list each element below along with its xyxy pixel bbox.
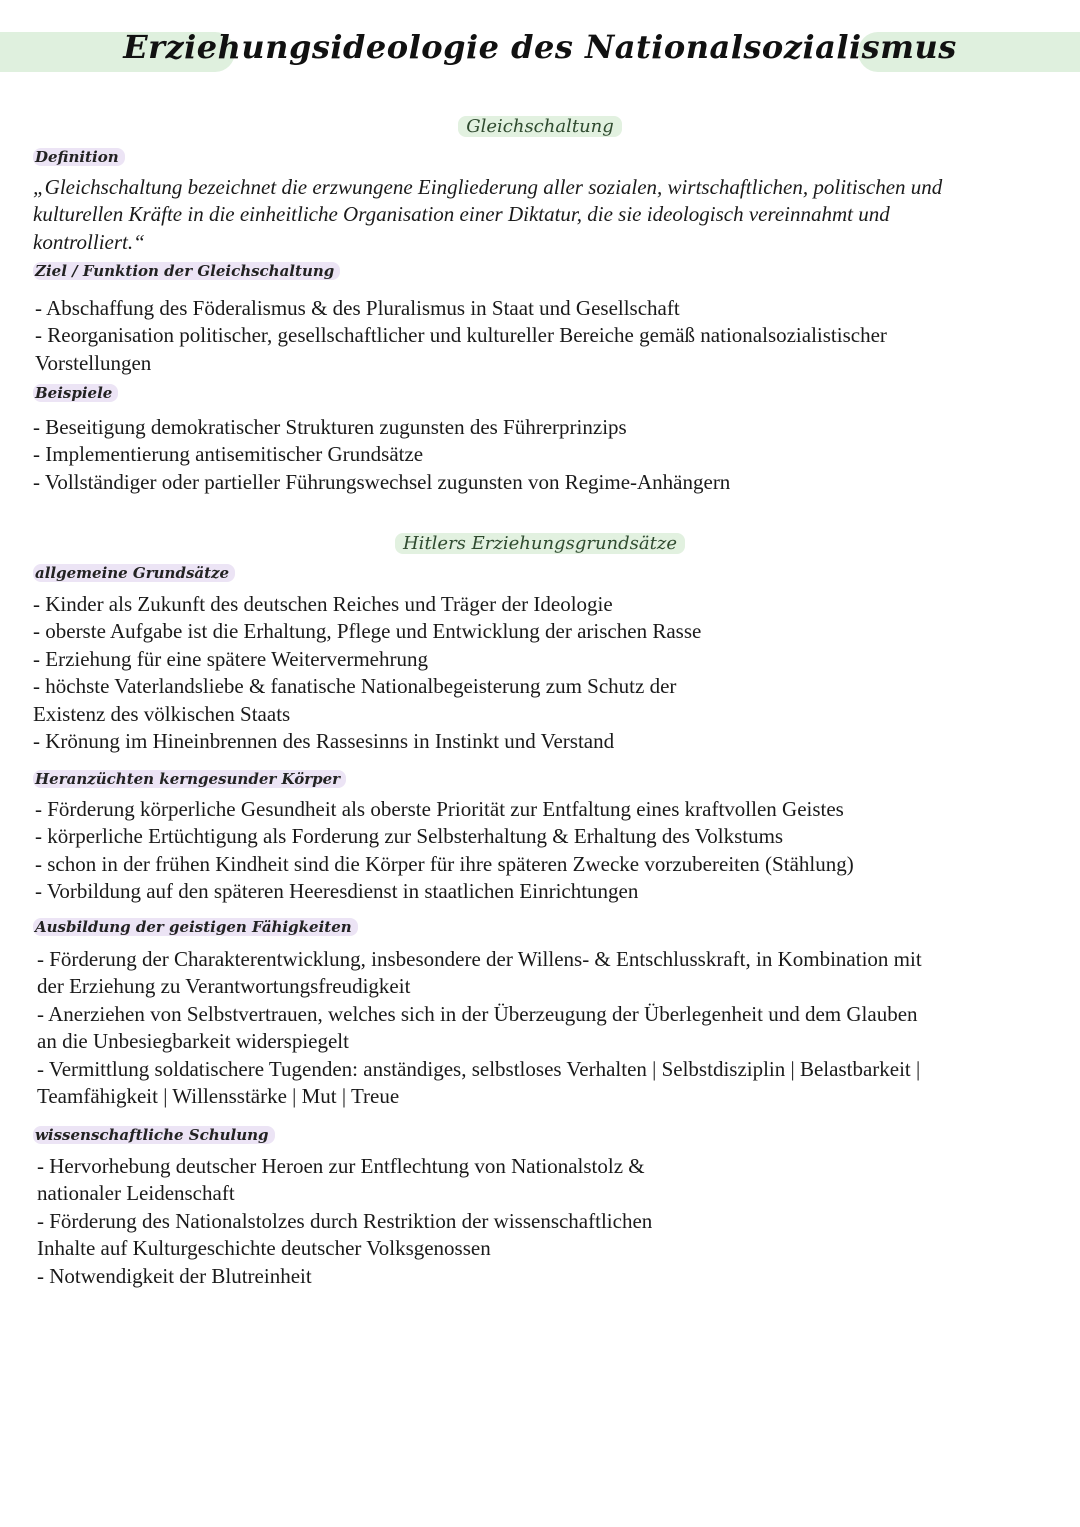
geist-label: Ausbildung der geistigen Fähigkeiten — [33, 918, 358, 936]
koerper-text: - Förderung körperliche Gesundheit als oberste Priorität zur Entfaltung eines kraftvollen Geistes - körperliche Ertüchtigung als Forderung zur Selbsterhaltung & Erhaltung des Volkstums - schon in der frühen Kindheit sind die Körper für ihre späteren Zwecke vorzubereiten (Stählung) - Vorbildung auf den späteren Heeresdienst in staatlichen Einrichtungen — [35, 797, 854, 904]
beispiele-text: - Beseitigung demokratischer Strukturen zugunsten des Führerprinzips - Implementierung antisemitischer Grundsätze - Vollständiger oder partieller Führungswechsel zugunsten von Regime-Anhängern — [33, 415, 731, 494]
section-title-erziehungsgrundsaetze: Hitlers Erziehungsgrundsätze — [0, 533, 1080, 554]
definition-text: „Gleichschaltung bezeichnet die erzwungene Eingliederung aller sozialen, wirtschaftlichen, politischen und kulturellen Kräfte in die einheitliche Organisation einer Diktatur, die sie ideologisch vereinnahmt und kontrolliert.“ — [33, 175, 943, 254]
wissen-text: - Hervorhebung deutscher Heroen zur Entflechtung von Nationalstolz & nationaler Leidenschaft - Förderung des Nationalstolzes durch Restriktion der wissenschaftlichen Inhalte auf Kulturgeschichte deutscher Volksgenossen - Notwendigkeit der Blutreinheit — [37, 1154, 653, 1288]
geist-text: - Förderung der Charakterentwicklung, insbesondere der Willens- & Entschlusskraft, in Kombination mit der Erziehung zu Verantwortungsfreudigkeit - Anerziehen von Selbstvertrauen, welches sich in der Überzeugung der Überlegenheit und dem Glauben an die Unbesiegbarkeit widerspiegelt - Vermittlung soldatischere Tugenden: anständiges, selbstloses Verhalten | Selbstdisziplin | Belastbarkeit | Teamfähigkeit | Willensstärke | Mut | Treue — [37, 947, 922, 1109]
ziel-label: Ziel / Funktion der Gleichschaltung — [33, 262, 340, 280]
definition-label: Definition — [33, 148, 125, 166]
allgemein-text: - Kinder als Zukunft des deutschen Reiches und Träger der Ideologie - oberste Aufgabe ist die Erhaltung, Pflege und Entwicklung der arischen Rasse - Erziehung für eine spätere Weitervermehrung - höchste Vaterlandsliebe & fanatische Nationalbegeisterung zum Schutz der Existenz des völkischen Staats - Krönung im Hineinbrennen des Rassesinns in Instinkt und Verstand — [33, 592, 702, 754]
ziel-text: - Abschaffung des Föderalismus & des Pluralismus in Staat und Gesellschaft - Reorganisation politischer, gesellschaftlicher und kultureller Bereiche gemäß nationalsozialistischer Vorstellungen — [35, 296, 887, 375]
page-title: Erziehungsideologie des Nationalsozialismus — [123, 28, 957, 66]
allgemein-label: allgemeine Grundsätze — [33, 564, 235, 582]
section-title-gleichschaltung: Gleichschaltung — [0, 116, 1080, 137]
wissen-label: wissenschaftliche Schulung — [33, 1126, 275, 1144]
beispiele-label: Beispiele — [33, 384, 118, 402]
koerper-label: Heranzüchten kerngesunder Körper — [33, 770, 346, 788]
